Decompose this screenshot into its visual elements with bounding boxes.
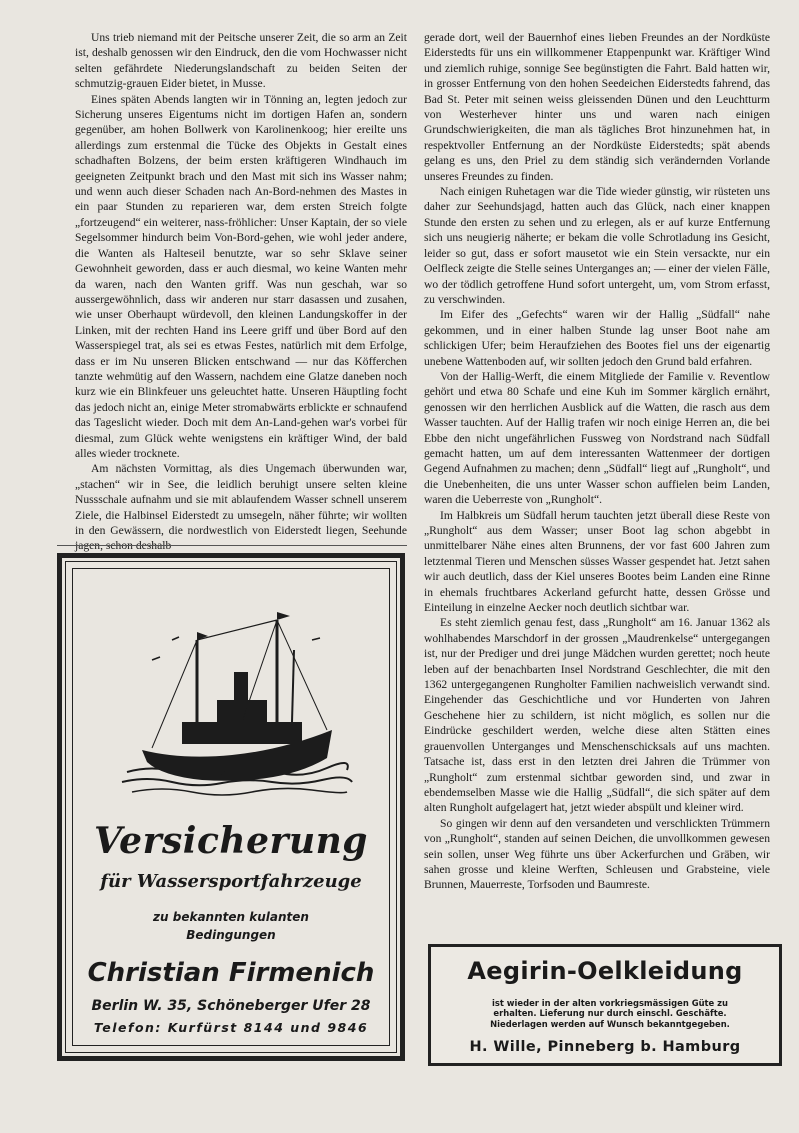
article-left-column: [75, 30, 407, 553]
ad-address: Berlin W. 35, Schöneberger Ufer 28: [91, 998, 371, 1014]
clothing-advertisement: [428, 944, 782, 1066]
article-paragraph: Uns trieb niemand mit der Peitsche unserer Zeit, die so arm an Zeit ist, deshalb genossen wir den Eindruck, den die vom Hochwasser nicht selten gefährdete Niederungslandschaft zu beiden Seiten der schmutzig-grauen Eider bietet, in Musse.: [75, 31, 407, 91]
ad-company-name: Christian Firmenich: [87, 958, 375, 988]
ad-headline: Aegirin-Oelkleidung: [467, 957, 743, 985]
article-paragraph: Eines späten Abends langten wir in Tönning an, legten jedoch zur Sicherung unseres Eigentums nicht im dortigen Hafen an, sondern gegenüber, am hohen Bollwerk von Karolinenkoog; hier ereilte uns allerdings zum erstenmal die Tücke des Objekts in Gestalt eines schadhaften Bolzens, der beim ersten kräftigeren Windhauch im geeigneten Zeitpunkt brach und den Mast mit sich ins Wasser nahm; und wenn auch dieser Schaden nach An-Bord-nehmen des Mastes in ein paar Stunden zu reparieren war, dem ersten Streich folgte „fortzeugend“ ein weiterer, nass-fröhlicher: Unser Kaptain, der so viele Segelsommer hindurch beim Von-Bord-gehen, wie wohl jeder andere, die Wanten als Halteseil benutzte, war so sehr Sklave seiner Gewohnheit geworden, dass er auch diesmal, wo keine Wanten mehr da waren, nach den Wanten griff. Was nun geschah, war so aussergewöhnlich, dass wir anderen nur starr dasassen und zusahen, wie unser Oberhaupt würdevoll, den kleinen Landungskoffer in der Linken, mit der rechten Hand ins Leere griff und über Bord auf den Wasserspiegel trat, als sei es etwas Festes, natürlich mit dem Erfolge, dass er im Nu unseren Blicken entschwand — nur das Köfferchen tanzte wehmütig auf den Wassern, nachdem eine Glatze daneben noch kurz wie ein Blinkfeuer uns geleuchtet hatte. Unseren Häuptling focht das jedoch nicht an, einige Meter stromabwärts erblickte er schnaufend das Tageslicht wieder. Doch mit dem An-Land-gehen war's vorbei für diesmal, zum Glück wehte wenigstens ein kräftiger Wind, der bald alles wieder trocknete.: [75, 92, 407, 460]
article-right-column: [424, 30, 770, 940]
article-paragraph: Es steht ziemlich genau fest, dass „Rungholt“ am 16. Januar 1362 als wohlhabendes Marschdorf in der grossen „Maudrenkelse“ untergegangen ist, nur der Prediger und drei junge Mädchen wurden gerettet; noch heute leben auf der benachbarten Insel Nordstrand Geschlechter, die mit den 1362 untergegangenen Rungholter Familien nachweislich verwandt sind. Eingehender das Geschichtliche und vor Hunderten von Jahren Geschehene hier zu schildern, ist nicht möglich, es sollen nur die Eindrücke geschildert werden, welche diese alten Stätten eines grauenvollen Unterganges und Menschenschicksals auf uns machten. Tatsache ist, dass erst in den letzten drei Jahren die Trümmer von „Rungholt“ zum erstenmal sichtbar geworden sind, und zwar in ebendemselben Masse wie die Hallig „Südfall“, die sich später auf dem alten Rungholt aufgelagert hat, jetzt wieder abspült und kleiner wird.: [424, 616, 770, 815]
article-paragraph: Nach einigen Ruhetagen war die Tide wieder günstig, wir rüsteten uns daher zur Seehundsjagd, hatten auch das Glück, nach einer knappen Stunde den ersten zu sehen und zu erlegen, als er auf kurze Entfernung sich uns neugierig näherte; er bekam die volle Schrotladung ins Gesicht, leider so gut, dass er sofort mausetot wie ein Stein versackte, nur ein Oelfleck zeigte die Stelle seines Unterganges an; — einer der vielen Fälle, wo der tödlich getroffene Hund sofort untergeht, um, vom Strom erfasst, zu verschwinden.: [424, 185, 770, 306]
ad-terms-line-1: zu bekannten kulanten: [153, 910, 309, 924]
steamship-icon: [122, 600, 352, 800]
ad-company-line: H. Wille, Pinneberg b. Hamburg: [469, 1039, 741, 1055]
ad-headline: Versicherung: [94, 820, 368, 862]
ad-terms-line-2: Bedingungen: [186, 928, 276, 942]
ad-body-text: ist wieder in der alten vorkriegsmässigen Güte zu erhalten. Lieferung nur durch einschl. Geschäfte. Niederlagen werden auf Wunsch bekanntgegeben.: [490, 998, 730, 1029]
column-divider-rule: [57, 545, 407, 546]
article-paragraph: Im Halbkreis um Südfall herum tauchten jetzt überall diese Reste von „Rungholt“ aus dem Wasser; unser Boot lag schon abgebbt in unmittelbarer Nähe eines alten Brunnens, der vor fast 600 Jahren zum letztenmal Tieren und Menschen süsses Wasser gespendet hat. Jetzt sahen wir auch deutlich, dass der Kiel unseres Bootes beim Landen eine Rinne in ehemals fruchtbares Ackerland gefurcht hatte, dessen Grösse und Einteilung in einzelne Aecker noch deutlich sichtbar war.: [424, 508, 770, 615]
insurance-advertisement: [57, 553, 405, 1061]
article-paragraph: Von der Hallig-Werft, die einem Mitgliede der Familie v. Reventlow gehört und etwa 80 Schafe und eine Kuh im Sommer kärglich ernährt, genossen wir den herrlichen Ausblick auf die Watten, die rasch aus dem Wasser tauchten. Auf der Hallig trafen wir noch einige Herren an, die bei Ebbe den nicht ungefährlichen Fussweg von Nordstrand nach Südfall gemacht hatten, um auf dem interessanten Wattenmeer der dortigen Gegend Aufnahmen zu machen; denn „Südfall“ liegt auf „Rungholt“, und die Unebenheiten, die uns unter Wasser schon auffielen beim Landen, waren die Ueberreste von „Rungholt“.: [424, 369, 770, 507]
ad-phone: Telefon: Kurfürst 8144 und 9846: [93, 1020, 369, 1035]
article-paragraph: Im Eifer des „Gefechts“ waren wir der Hallig „Südfall“ nahe gekommen, und in einer halben Stunde lag unser Boot nahe am schlickigen Ufer; beim Heraufziehen des Bootes fiel uns der eigenartig unebene Wattenboden auf, wir sollten jedoch den Grund bald erfahren.: [424, 308, 770, 368]
article-paragraph: gerade dort, weil der Bauernhof eines lieben Freundes an der Nordküste Eiderstedts für uns ein willkommener Etappenpunkt war. Kräftiger Wind und ziemlich ruhige, sonnige See begünstigten die Fahrt. Bald hatten wir, in grosser Entfernung von den hohen Seedeichen Eiderstedts fahrend, das Bad St. Peter mit seinen weiss gleissenden Dünen und den Leuchtturm von Westerhever hinter uns und waren nach einigen Grundschwierigkeiten, die man als tägliches Brot hinzunehmen hat, in respektvoller Entfernung an der Nordküste Eiderstedts; spät abends gelang es uns, den Priel zu dem ständig sich verändernden Vorlande unseres Freundes zu finden.: [424, 31, 770, 183]
ad-subline: für Wassersportfahrzeuge: [100, 871, 362, 892]
article-paragraph: Am nächsten Vormittag, als dies Ungemach überwunden war, „stachen“ wir in See, die leidlich beruhigt unsere selten kleine Nussschale aufnahm und sie mit ablaufendem Wasser schnell unserem Ziele, die Halbinsel Eiderstedt zu umsegeln, näher führte; wir wollten in den Gewässern, die nordwestlich von Eiderstedt liegen, Seehunde jagen, schon deshalb: [75, 462, 407, 553]
article-paragraph: So gingen wir denn auf den versandeten und verschlickten Trümmern von „Rungholt“, standen auf seinen Deichen, die unvollkommen gewesen sein sollen, unser Weg führte uns über Ackerfurchen und Gräben, wir sahen grosse und kleine Werften, Schleusen und Grabsteine, viele Brunnen, Mauerreste, Torfsoden und Baumreste.: [424, 816, 770, 892]
